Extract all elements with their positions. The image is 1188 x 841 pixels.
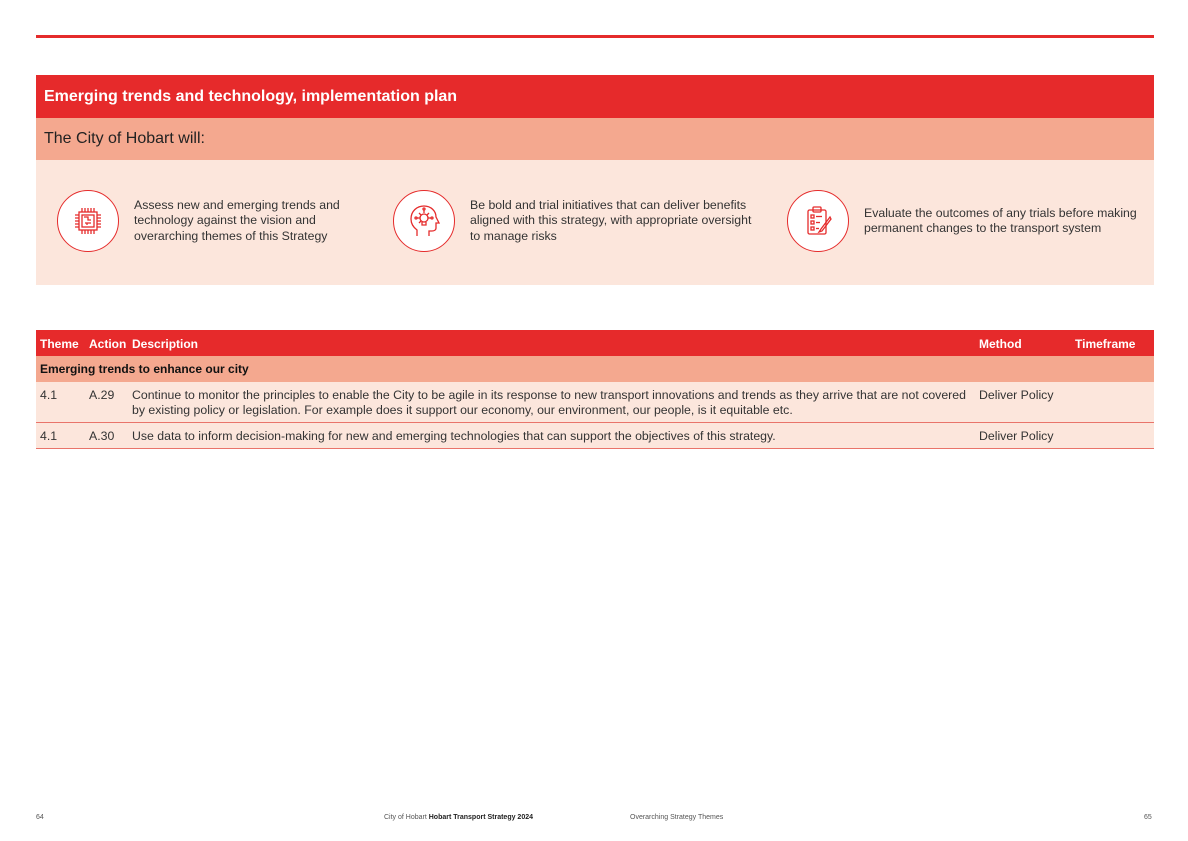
panel-title: Emerging trends and technology, implementation plan [36,75,1154,118]
cell-action: A.29 [89,388,115,402]
footer-doc-title [384,814,533,821]
header-theme: Theme [40,337,79,351]
table-section-heading: Emerging trends to enhance our city [36,356,1154,382]
cell-action: A.30 [89,429,115,443]
cell-theme: 4.1 [40,429,58,443]
top-rule [36,35,1154,38]
panel-subtitle: The City of Hobart will: [36,118,1154,160]
commitment-text: Assess new and emerging trends and technology against the vision and overarching themes of this Strategy [134,197,340,243]
header-description: Description [132,337,199,351]
header-method: Method [979,337,1022,351]
commitment-item [57,190,354,252]
commitment-item [393,190,760,252]
page-number-left: 64 [36,814,44,821]
cell-description: Continue to monitor the principles to enable the City to be agile in its response to new transport innovations and trends as they arrive that are not covered by existing policy or legislation. For example does it support our economy, our environment, our people, is it equitable etc. [132,388,966,417]
microchip-icon [57,190,119,252]
implementation-plan-panel [36,75,1154,285]
cell-description: Use data to inform decision-making for new and emerging technologies that can support the objectives of this strategy. [132,429,776,443]
table-row [36,382,1154,423]
head-lightbulb-icon [393,190,455,252]
footer-publisher: City of Hobart [384,814,427,821]
commitment-item [787,190,1139,252]
panel-body [36,160,1154,285]
header-timeframe: Timeframe [1075,337,1136,351]
cell-method: Deliver Policy [979,429,1054,443]
commitment-text: Be bold and trial initiatives that can deliver benefits aligned with this strategy, with appropriate oversight to manage risks [470,197,752,243]
table-header [36,330,1154,356]
footer-section: Overarching Strategy Themes [630,814,724,821]
footer-title: Hobart Transport Strategy 2024 [428,814,534,821]
page-number-right: 65 [1144,814,1152,821]
header-action: Action [89,337,127,351]
table-row [36,423,1154,449]
commitment-text: Evaluate the outcomes of any trials before making permanent changes to the transport system [864,205,1137,235]
cell-method: Deliver Policy [979,388,1054,402]
clipboard-checklist-icon [787,190,849,252]
cell-theme: 4.1 [40,388,58,402]
actions-table [36,330,1154,449]
